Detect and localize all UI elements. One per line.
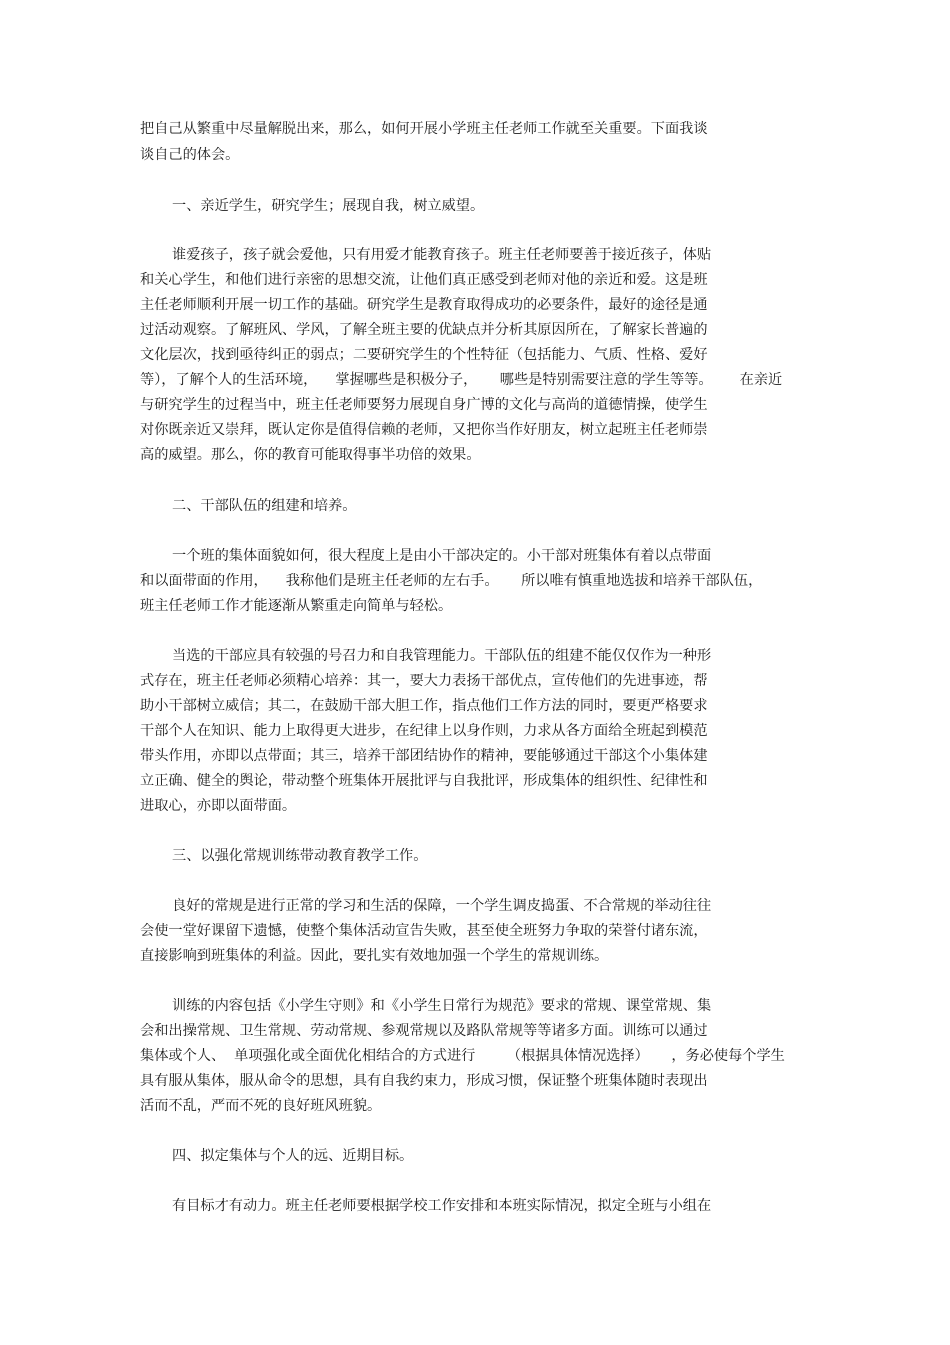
- section-heading: 三、以强化常规训练带动教育教学工作。: [172, 848, 428, 864]
- section-heading: 二、干部队伍的组建和培养。: [172, 498, 357, 514]
- text-line: 和关心学生，和他们进行亲密的思想交流，让他们真正感受到老师对他的亲近和爱。这是班: [140, 272, 708, 288]
- text-line: 与研究学生的过程当中，班主任老师要努力展现自身广博的文化与高尚的道德情操，使学生: [140, 397, 708, 413]
- text-line: 谁爱孩子，孩子就会爱他，只有用爱才能教育孩子。班主任老师要善于接近孩子，体贴: [172, 247, 712, 263]
- text-line: 把自己从繁重中尽量解脱出来，那么，如何开展小学班主任老师工作就至关重要。下面我谈: [140, 121, 708, 137]
- text-line: 式存在，班主任老师必须精心培养：其一，要大力表扬干部优点，宣传他们的先进事迹，帮: [140, 673, 708, 689]
- text-line: 主任老师顺利开展一切工作的基础。研究学生是教育取得成功的必要条件，最好的途径是通: [140, 297, 708, 313]
- text-line: 谈自己的体会。: [140, 147, 240, 163]
- text-line: 训练的内容包括《小学生守则》和《小学生日常行为规范》要求的常规、课堂常规、集: [172, 998, 712, 1014]
- text-line: 助小干部树立威信；其二，在鼓励干部大胆工作，指点他们工作方法的同时，要更严格要求: [140, 698, 708, 714]
- text-line: 带头作用，亦即以点带面；其三，培养干部团结协作的精神，要能够通过干部这个小集体建: [140, 748, 708, 764]
- text-line: 集体或个人、 单项强化或全面优化相结合的方式进行 （根据具体情况选择） ，务必使每个学生: [140, 1048, 785, 1064]
- text-line: 有目标才有动力。班主任老师要根据学校工作安排和本班实际情况，拟定全班与小组在: [172, 1198, 712, 1214]
- text-line: 活而不乱，严而不死的良好班风班貌。: [140, 1098, 382, 1114]
- text-line: 对你既亲近又崇拜，既认定你是值得信赖的老师，又把你当作好朋友，树立起班主任老师崇: [140, 422, 708, 438]
- text-line: 直接影响到班集体的利益。因此，要扎实有效地加强一个学生的常规训练。: [140, 948, 609, 964]
- text-line: 会使一堂好课留下遗憾，使整个集体活动宣告失败，甚至使全班努力争取的荣誉付诸东流，: [140, 923, 708, 939]
- text-line: 和以面带面的作用， 我称他们是班主任老师的左右手。 所以唯有慎重地选拔和培养干部队伍，: [140, 573, 763, 589]
- text-line: 过活动观察。了解班风、学风，了解全班主要的优缺点并分析其原因所在，了解家长普遍的: [140, 322, 708, 338]
- text-line: 一个班的集体面貌如何，很大程度上是由小干部决定的。小干部对班集体有着以点带面: [172, 548, 712, 564]
- text-line: 班主任老师工作才能逐渐从繁重走向简单与轻松。: [140, 598, 453, 614]
- text-line: 会和出操常规、卫生常规、劳动常规、参观常规以及路队常规等等诸多方面。训练可以通过: [140, 1023, 708, 1039]
- text-line: 良好的常规是进行正常的学习和生活的保障，一个学生调皮捣蛋、不合常规的举动往往: [172, 898, 712, 914]
- section-heading: 一、亲近学生，研究学生；展现自我，树立威望。: [172, 198, 485, 214]
- text-line: 文化层次，找到亟待纠正的弱点；二要研究学生的个性特征（包括能力、气质、性格、爱好: [140, 347, 708, 363]
- text-line: 进取心，亦即以面带面。: [140, 798, 297, 814]
- text-line: 当选的干部应具有较强的号召力和自我管理能力。干部队伍的组建不能仅仅作为一种形: [172, 648, 712, 664]
- text-line: 等），了解个人的生活环境， 掌握哪些是积极分子， 哪些是特别需要注意的学生等等。 在亲近: [140, 372, 783, 388]
- text-line: 立正确、健全的舆论，带动整个班集体开展批评与自我批评，形成集体的组织性、纪律性和: [140, 773, 708, 789]
- text-line: 高的威望。那么，你的教育可能取得事半功倍的效果。: [140, 447, 481, 463]
- text-line: 干部个人在知识、能力上取得更大进步，在纪律上以身作则，力求从各方面给全班起到模范: [140, 723, 708, 739]
- text-line: 具有服从集体，服从命令的思想，具有自我约束力，形成习惯，保证整个班集体随时表现出: [140, 1073, 708, 1089]
- section-heading: 四、拟定集体与个人的远、近期目标。: [172, 1148, 414, 1164]
